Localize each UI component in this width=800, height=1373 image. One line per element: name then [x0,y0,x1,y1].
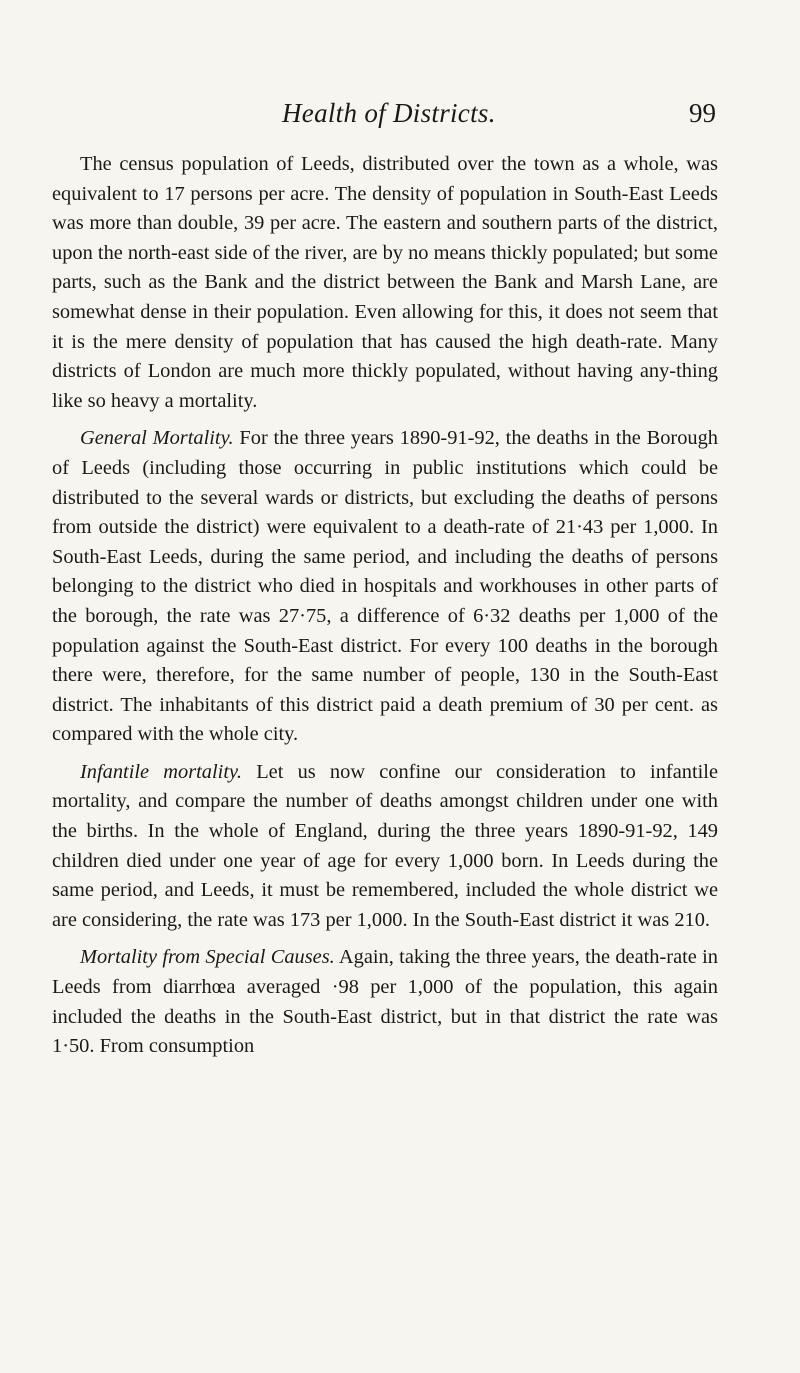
paragraph-infantile-mortality [52,758,718,936]
section-lead-in: Mortality from Special Causes. [80,946,335,969]
section-lead-in: Infantile mortality. [80,760,243,783]
page-number: 99 [689,98,716,128]
paragraph-text: The census population of Leeds, distributed over the town as a whole, was equivalent to 17 persons per acre. The density of population in South-East Leeds was more than double, 39 per acre. The eastern and southern parts of the district, upon the north-east side of the river, are by no means thickly populated; but some parts, such as the Bank and the district between the Bank and Marsh Lane, are somewhat dense in their population. Even allowing for this, it does not seem that it is the mere density of population that has caused the high death-rate. Many districts of London are much more thickly populated, without having any-thing like so heavy a mortality. [52,153,718,412]
paragraph-special-causes [52,943,718,1061]
running-title: Health of Districts. [282,98,496,128]
paragraph-text: Again, taking the three years, the death-rate in Leeds from diarrhœa averaged ·98 per 1,000 of the population, this again included the deaths in the South-East district, but in that district the rate was 1·50. From consumption [52,946,719,1058]
running-head [52,98,716,138]
paragraph-population-density [52,150,718,416]
section-lead-in: General Mortality. [80,427,234,450]
body-text [52,150,718,1070]
paragraph-general-mortality [52,424,718,750]
paragraph-text: Let us now confine our consideration to infantile mortality, and compare the number of deaths amongst children under one with the births. In the whole of England, during the three years 1890-91-92, 149 children died under one year of age for every 1,000 born. In Leeds during the same period, and Leeds, it must be remembered, included the whole district we are considering, the rate was 173 per 1,000. In the South-East district it was 210. [52,760,718,931]
paragraph-text: For the three years 1890-91-92, the deaths in the Borough of Leeds (including those occurring in public institutions which could be distributed to the several wards or districts, but excluding the deaths of persons from outside the district) were equivalent to a death-rate of 21·43 per 1,000. In South-East Leeds, during the same period, and including the deaths of persons belonging to the district who died in hospitals and workhouses in other parts of the borough, the rate was 27·75, a difference of 6·32 deaths per 1,000 of the population against the South-East district. For every 100 deaths in the borough there were, therefore, for the same number of people, 130 in the South-East district. The inhabitants of this district paid a death premium of 30 per cent. as compared with the whole city. [52,427,718,746]
